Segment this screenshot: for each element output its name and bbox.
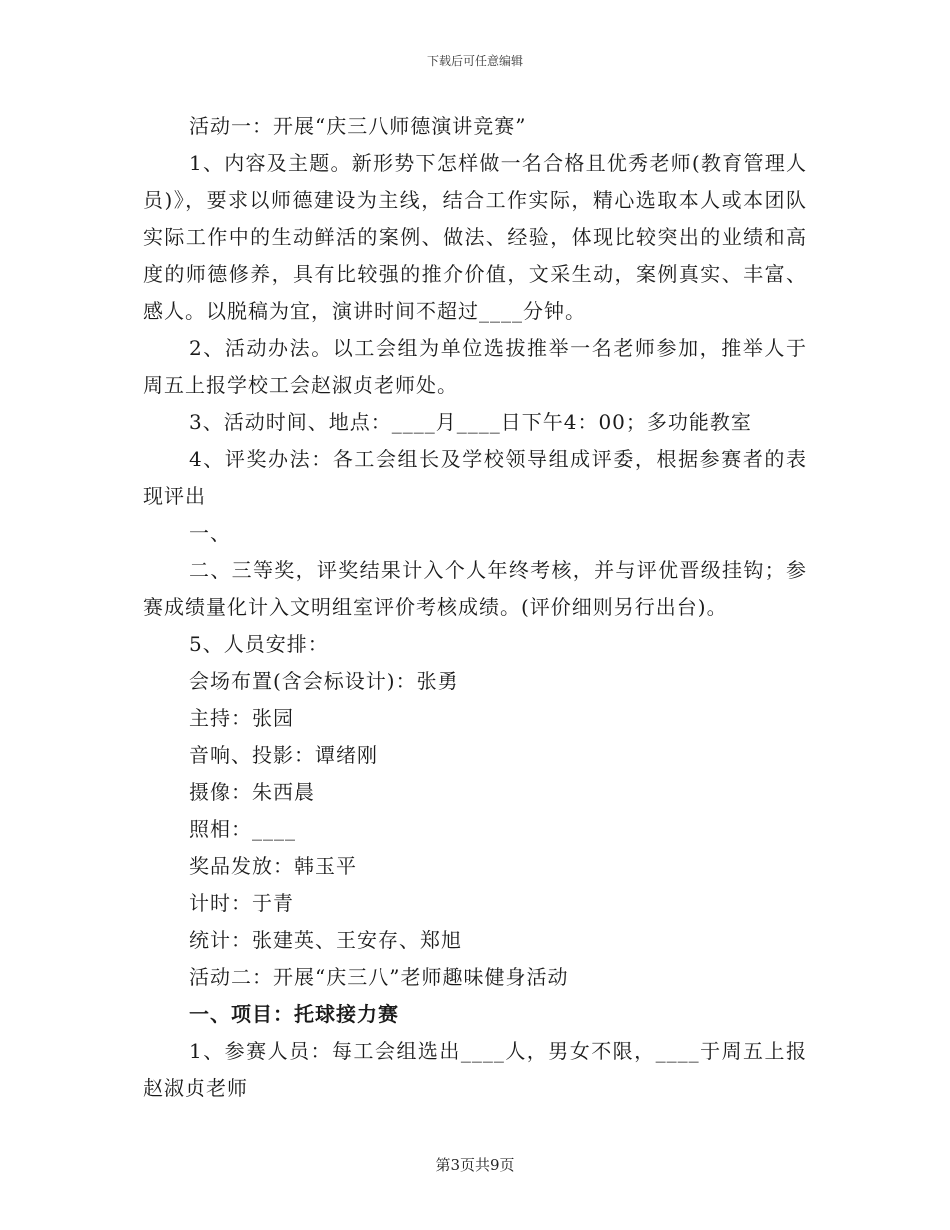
staff-photo: 照相：____ — [189, 817, 296, 841]
project-heading: 一、项目：托球接力赛 — [189, 1002, 399, 1026]
staff-audio: 音响、投影：谭绪刚 — [189, 743, 378, 767]
activity-method: 2、活动办法。以工会组为单位选拔推举一名老师参加，推举人于周五上报学校工会赵淑贞老师处。 — [143, 336, 807, 397]
page-footer: 第3页共9页 — [435, 1156, 515, 1174]
staff-host: 主持：张园 — [189, 706, 294, 730]
page-header: 下载后可任意编辑 — [426, 54, 523, 68]
document-body — [143, 108, 807, 1107]
second-third-prize: 二、三等奖，评奖结果计入个人年终考核，并与评优晋级挂钩；参赛成绩量化计入文明组室评价考核成绩。(评价细则另行出台)。 — [143, 558, 807, 619]
staff-arrangement-heading: 5、人员安排： — [189, 632, 329, 656]
staff-venue: 会场布置(含会标设计)：张勇 — [189, 669, 459, 693]
participants: 1、参赛人员：每工会组选出____人，男女不限，____于周五上报赵淑贞老师 — [143, 1039, 807, 1100]
activity-two-title: 活动二：开展“庆三八”老师趣味健身活动 — [189, 965, 569, 989]
staff-prizes: 奖品发放：韩玉平 — [189, 854, 357, 878]
first-prize-line: 一、 — [189, 521, 231, 545]
activity-one-title: 活动一：开展“庆三八师德演讲竞赛” — [189, 114, 527, 138]
staff-timer: 计时：于青 — [189, 891, 294, 915]
staff-video: 摄像：朱西晨 — [189, 780, 315, 804]
activity-time-place: 3、活动时间、地点：____月____日下午4：00；多功能教室 — [189, 410, 752, 434]
award-method: 4、评奖办法：各工会组长及学校领导组成评委，根据参赛者的表现评出 — [143, 447, 807, 508]
content-and-theme: 1、内容及主题。新形势下怎样做一名合格且优秀老师(教育管理人员)》，要求以师德建设为主线，结合工作实际，精心选取本人或本团队实际工作中的生动鲜活的案例、做法、经验，体现比较突出的业绩和高度的师德修养，具有比较强的推介价值，文采生动，案例真实、丰富、感人。以脱稿为宜，演讲时间不超过____分钟。 — [143, 151, 807, 323]
staff-statistics: 统计：张建英、王安存、郑旭 — [189, 928, 462, 952]
